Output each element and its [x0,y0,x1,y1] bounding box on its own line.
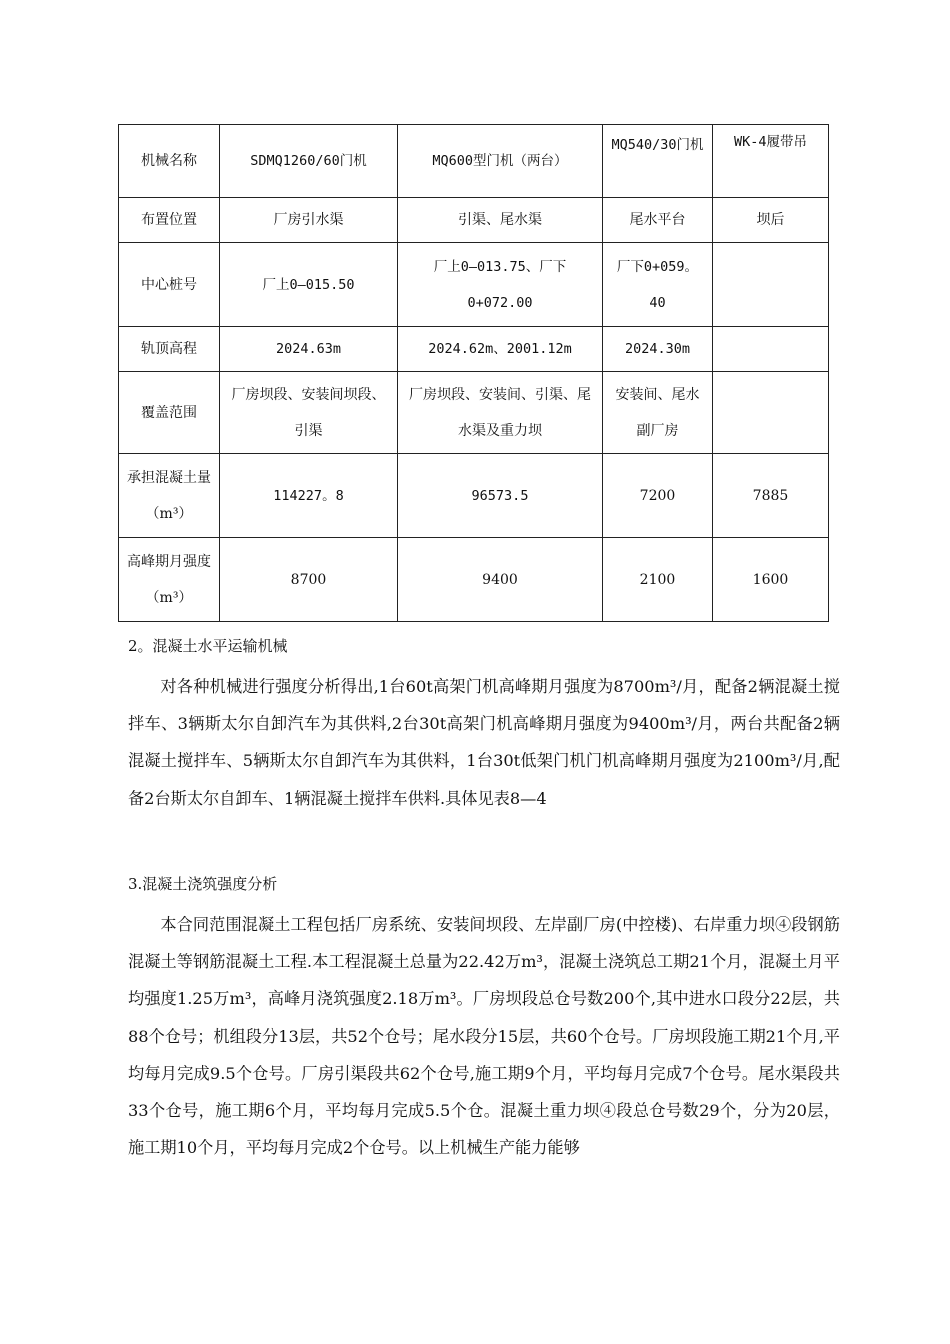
section-2-paragraph: 对各种机械进行强度分析得出,1台60t高架门机高峰期月强度为8700m³/月，配备2辆混凝土搅拌车、3辆斯太尔自卸汽车为其供料,2台30t高架门机高峰期月强度为9400m³/月，两台共配备2辆混凝土搅拌车、5辆斯太尔自卸汽车为其供料，1台30t低架门机门机高峰期月强度为2100m³/月,配备2台斯太尔自卸车、1辆混凝土搅拌车供料.具体见表8—4 [128,677,840,808]
section-3-paragraph: 本合同范围混凝土工程包括厂房系统、安装间坝段、左岸副厂房(中控楼)、右岸重力坝④段钢筋混凝土等钢筋混凝土工程.本工程混凝土总量为22.42万m³，混凝土浇筑总工期21个月，混凝土月平均强度1.25万m³，高峰月浇筑强度2.18万m³。厂房坝段总仓号数200个,其中进水口段分22层，共88个仓号；机组段分13层，共52个仓号；尾水段分15层，共60个仓号。厂房坝段施工期21个月,平均每月完成9.5个仓号。厂房引渠段共62个仓号,施工期9个月，平均每月完成7个仓号。尾水渠段共33个仓号，施工期6个月，平均每月完成5.5个仓。混凝土重力坝④段总仓号数29个，分为20层，施工期10个月，平均每月完成2个仓号。以上机械生产能力能够 [128,915,840,1158]
table-row [119,125,829,198]
table-row [119,538,829,622]
table-cell: WK-4履带吊 [713,125,829,198]
table-cell: 坝后 [713,198,829,243]
table-cell: 安装间、尾水副厂房 [603,372,713,454]
table-cell: 引渠、尾水渠 [398,198,603,243]
table-cell: 2024.30m [603,327,713,372]
table-cell: 2024.62m、2001.12m [398,327,603,372]
table-cell: 1600 [713,538,829,622]
table-cell: 厂房坝段、安装间坝段、引渠 [220,372,398,454]
table-cell: 2100 [603,538,713,622]
table-cell: 中心桩号 [119,243,220,327]
table-cell: SDMQ1260/60门机 [220,125,398,198]
table-cell [713,327,829,372]
table-row [119,243,829,327]
table-cell: 尾水平台 [603,198,713,243]
table-cell: 轨顶高程 [119,327,220,372]
table-cell: 厂房引水渠 [220,198,398,243]
table-cell: 厂房坝段、安装间、引渠、尾水渠及重力坝 [398,372,603,454]
table-cell: 7885 [713,454,829,538]
table-row [119,454,829,538]
table-row [119,198,829,243]
table-cell: 9400 [398,538,603,622]
table-cell: 8700 [220,538,398,622]
table-cell: 机械名称 [119,125,220,198]
table-cell: MQ600型门机（两台） [398,125,603,198]
table-cell: 布置位置 [119,198,220,243]
table-cell: 厂上0—013.75、厂下0+072.00 [398,243,603,327]
table-cell: 7200 [603,454,713,538]
table-row [119,327,829,372]
table-cell: 厂下0+059。40 [603,243,713,327]
table-cell: 覆盖范围 [119,372,220,454]
table-cell: 厂上0—015.50 [220,243,398,327]
table-cell: 96573.5 [398,454,603,538]
table-cell: 114227。8 [220,454,398,538]
machinery-table [118,124,829,622]
table-cell: 2024.63m [220,327,398,372]
table-cell: 高峰期月强度（m³） [119,538,220,622]
table-cell [713,372,829,454]
section-3-heading: 3.混凝土浇筑强度分析 [128,875,278,893]
table-cell: MQ540/30门机 [603,125,713,198]
table-cell [713,243,829,327]
section-2-heading: 2。混凝土水平运输机械 [128,637,288,655]
table-cell: 承担混凝土量（m³） [119,454,220,538]
table-row [119,372,829,454]
